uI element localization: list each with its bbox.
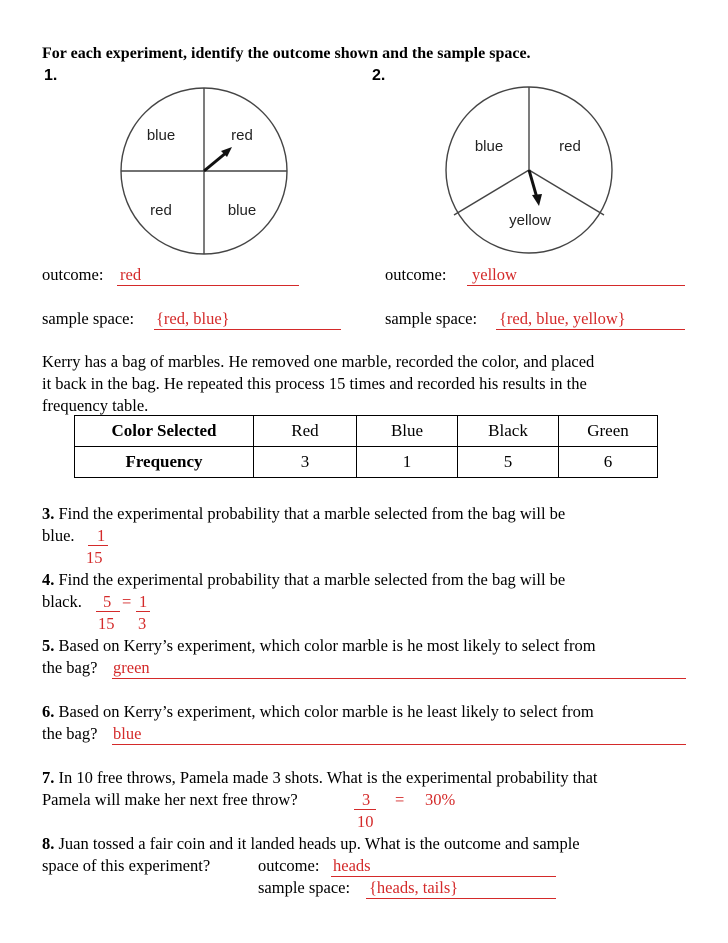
q6-answer-line — [112, 744, 686, 745]
q8-line2: space of this experiment? — [42, 856, 211, 875]
spinner1-section-3: red — [150, 202, 172, 219]
spinner1-section-2: red — [231, 127, 253, 144]
spinner1-pointer — [204, 152, 227, 171]
q5-answer: green — [113, 658, 150, 677]
spinner2-section-3: yellow — [509, 212, 551, 229]
q7-equals: = — [395, 790, 405, 809]
spinner1-figure — [100, 86, 310, 258]
q7-text: In 10 free throws, Pamela made 3 shots. What is the experimental probability that — [54, 768, 598, 787]
spinner2-pointer-arrowhead — [532, 194, 542, 206]
q8-outcome-label: outcome: — [258, 856, 320, 875]
marbles-text-line2: it back in the bag. He repeated this process 15 times and recorded his results in the — [42, 374, 587, 393]
spinner1-sample-space-label: sample space: — [42, 309, 135, 328]
table-header-color-selected: Color Selected — [75, 416, 254, 447]
q8-text: Juan tossed a fair coin and it landed heads up. What is the outcome and sample — [54, 834, 580, 853]
q8-sample-space-line — [366, 898, 556, 899]
q4-line2: black. — [42, 592, 82, 611]
q6-answer: blue — [113, 724, 142, 743]
q4-equals: = — [122, 592, 132, 611]
q7-fraction-bar — [354, 809, 376, 810]
q3-text: Find the experimental probability that a marble selected from the bag will be — [54, 504, 566, 523]
q6-line2: the bag? — [42, 724, 98, 743]
spinner1-sample-space-line — [154, 329, 341, 330]
q6-line1 — [42, 702, 594, 722]
q6-text: Based on Kerry’s experiment, which color marble is he least likely to select from — [54, 702, 594, 721]
q4-number: 4. — [42, 570, 55, 589]
q4-text: Find the experimental probability that a marble selected from the bag will be — [54, 570, 566, 589]
q3-fraction-bar — [88, 545, 108, 546]
spinner2-figure — [440, 85, 620, 255]
q7-answer-numerator: 3 — [362, 790, 371, 809]
spinner1-outcome-label: outcome: — [42, 265, 104, 284]
spinner1-sample-space-answer: {red, blue} — [156, 309, 230, 328]
q4-answer-denominator-simplified: 3 — [138, 614, 147, 633]
q3-line2: blue. — [42, 526, 75, 545]
spinner1-number: 1. — [44, 67, 58, 84]
table-cell-green: Green — [559, 416, 658, 447]
instructions: For each experiment, identify the outcome shown and the sample space. — [42, 45, 531, 62]
table-row — [75, 447, 658, 478]
q3-answer-numerator: 1 — [97, 526, 106, 545]
q8-sample-space-answer: {heads, tails} — [369, 878, 459, 897]
spinner1-section-1: blue — [146, 127, 176, 144]
spinner2-number: 2. — [372, 67, 386, 84]
q8-outcome-answer: heads — [333, 856, 371, 875]
spinner2-sample-space-label: sample space: — [385, 309, 478, 328]
table-row — [75, 416, 658, 447]
spinner1-outcome-line — [117, 285, 299, 286]
q4-answer-numerator: 5 — [103, 592, 112, 611]
q7-answer-percent: 30% — [425, 790, 456, 809]
q7-line2: Pamela will make her next free throw? — [42, 790, 298, 809]
q6-number: 6. — [42, 702, 55, 721]
q8-sample-space-label: sample space: — [258, 878, 351, 897]
q7-line1 — [42, 768, 598, 788]
table-cell-freq-green: 6 — [559, 447, 658, 478]
spinner2-section-1: blue — [474, 138, 504, 155]
q8-outcome-line — [331, 876, 556, 877]
table-cell-freq-black: 5 — [458, 447, 559, 478]
table-header-frequency: Frequency — [75, 447, 254, 478]
q7-number: 7. — [42, 768, 55, 787]
q5-text: Based on Kerry’s experiment, which color marble is he most likely to select from — [54, 636, 596, 655]
q4-fraction-bar-simplified — [136, 611, 150, 612]
q4-fraction-bar — [96, 611, 120, 612]
q5-line1 — [42, 636, 596, 656]
q8-number: 8. — [42, 834, 55, 853]
marbles-text-line1: Kerry has a bag of marbles. He removed one marble, recorded the color, and placed — [42, 352, 595, 371]
q3-number: 3. — [42, 504, 55, 523]
q7-answer-denominator: 10 — [357, 812, 374, 831]
spinner1-outcome-answer: red — [120, 265, 142, 284]
spinner2-sample-space-line — [496, 329, 685, 330]
table-cell-black: Black — [458, 416, 559, 447]
table-cell-blue: Blue — [357, 416, 458, 447]
table-cell-red: Red — [254, 416, 357, 447]
spinner2-outcome-label: outcome: — [385, 265, 447, 284]
q3-line1 — [42, 504, 565, 524]
frequency-table — [74, 415, 658, 478]
q5-line2: the bag? — [42, 658, 98, 677]
q4-line1 — [42, 570, 565, 590]
spinner2-outcome-answer: yellow — [472, 265, 517, 284]
spinner2-section-2: red — [559, 138, 581, 155]
q4-answer-denominator: 15 — [98, 614, 115, 633]
spinner2-sample-space-answer: {red, blue, yellow} — [499, 309, 626, 328]
q4-answer-numerator-simplified: 1 — [139, 592, 148, 611]
q3-answer-denominator: 15 — [86, 548, 103, 567]
table-cell-freq-blue: 1 — [357, 447, 458, 478]
q5-answer-line — [112, 678, 686, 679]
spinner2-outcome-line — [467, 285, 685, 286]
q5-number: 5. — [42, 636, 55, 655]
marbles-text-line3: frequency table. — [42, 396, 149, 415]
spinner1-section-4: blue — [227, 202, 257, 219]
q8-line1 — [42, 834, 580, 854]
table-cell-freq-red: 3 — [254, 447, 357, 478]
